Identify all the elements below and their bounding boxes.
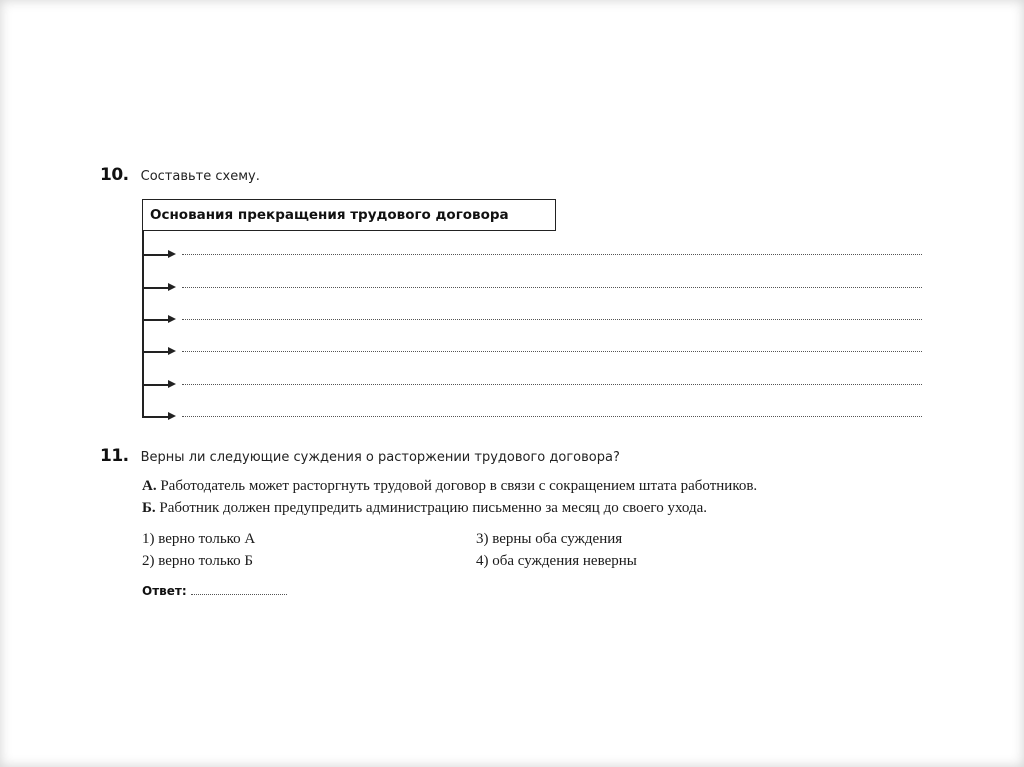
statement-b-text: Работник должен предупредить администрацию письменно за месяц до своего ухода.	[159, 500, 707, 516]
arrow-shaft	[142, 384, 170, 386]
task-10-prompt: Составьте схему.	[140, 169, 260, 184]
arrow-shaft	[142, 351, 170, 353]
arrow-right-icon	[168, 250, 176, 258]
statement-b	[142, 497, 757, 519]
scheme-branch-1	[142, 249, 922, 261]
task-10-number: 10.	[100, 165, 129, 185]
option-3[interactable]: 3) верны оба суждения	[476, 531, 623, 547]
option-2[interactable]: 2) верно только Б	[142, 553, 254, 569]
arrow-right-icon	[168, 412, 176, 420]
answer-line-4[interactable]	[182, 351, 922, 352]
statement-b-letter: Б.	[142, 500, 156, 516]
arrow-shaft	[142, 416, 170, 418]
task-11-number: 11.	[100, 446, 129, 466]
arrow-shaft	[142, 319, 170, 321]
arrow-right-icon	[168, 347, 176, 355]
arrow-right-icon	[168, 315, 176, 323]
answer-line-1[interactable]	[182, 254, 922, 255]
task-10-heading	[100, 165, 260, 185]
scheme-branch-2	[142, 282, 922, 294]
statement-a-text: Работодатель может расторгнуть трудовой договор в связи с сокращением штата работников.	[160, 478, 758, 494]
scheme-title-box: Основания прекращения трудового договора	[142, 199, 556, 231]
statement-a	[142, 475, 757, 497]
scheme-branch-5	[142, 379, 922, 391]
answer-line-5[interactable]	[182, 384, 922, 385]
scheme-branch-3	[142, 314, 922, 326]
arrow-shaft	[142, 254, 170, 256]
arrow-right-icon	[168, 380, 176, 388]
answer-row	[142, 584, 287, 598]
answer-label: Ответ:	[142, 584, 187, 598]
statements	[142, 475, 757, 519]
arrow-right-icon	[168, 283, 176, 291]
task-11-heading	[100, 446, 620, 466]
option-4[interactable]: 4) оба суждения неверны	[476, 553, 637, 569]
statement-a-letter: А.	[142, 478, 157, 494]
answer-line-6[interactable]	[182, 416, 922, 417]
arrow-shaft	[142, 287, 170, 289]
option-1[interactable]: 1) верно только А	[142, 531, 256, 547]
scheme-branch-4	[142, 346, 922, 358]
task-11-prompt: Верны ли следующие суждения о расторжении трудового договора?	[140, 450, 620, 465]
answer-line-2[interactable]	[182, 287, 922, 288]
scheme-branch-6	[142, 411, 922, 423]
answer-field[interactable]	[191, 584, 287, 595]
answer-line-3[interactable]	[182, 319, 922, 320]
